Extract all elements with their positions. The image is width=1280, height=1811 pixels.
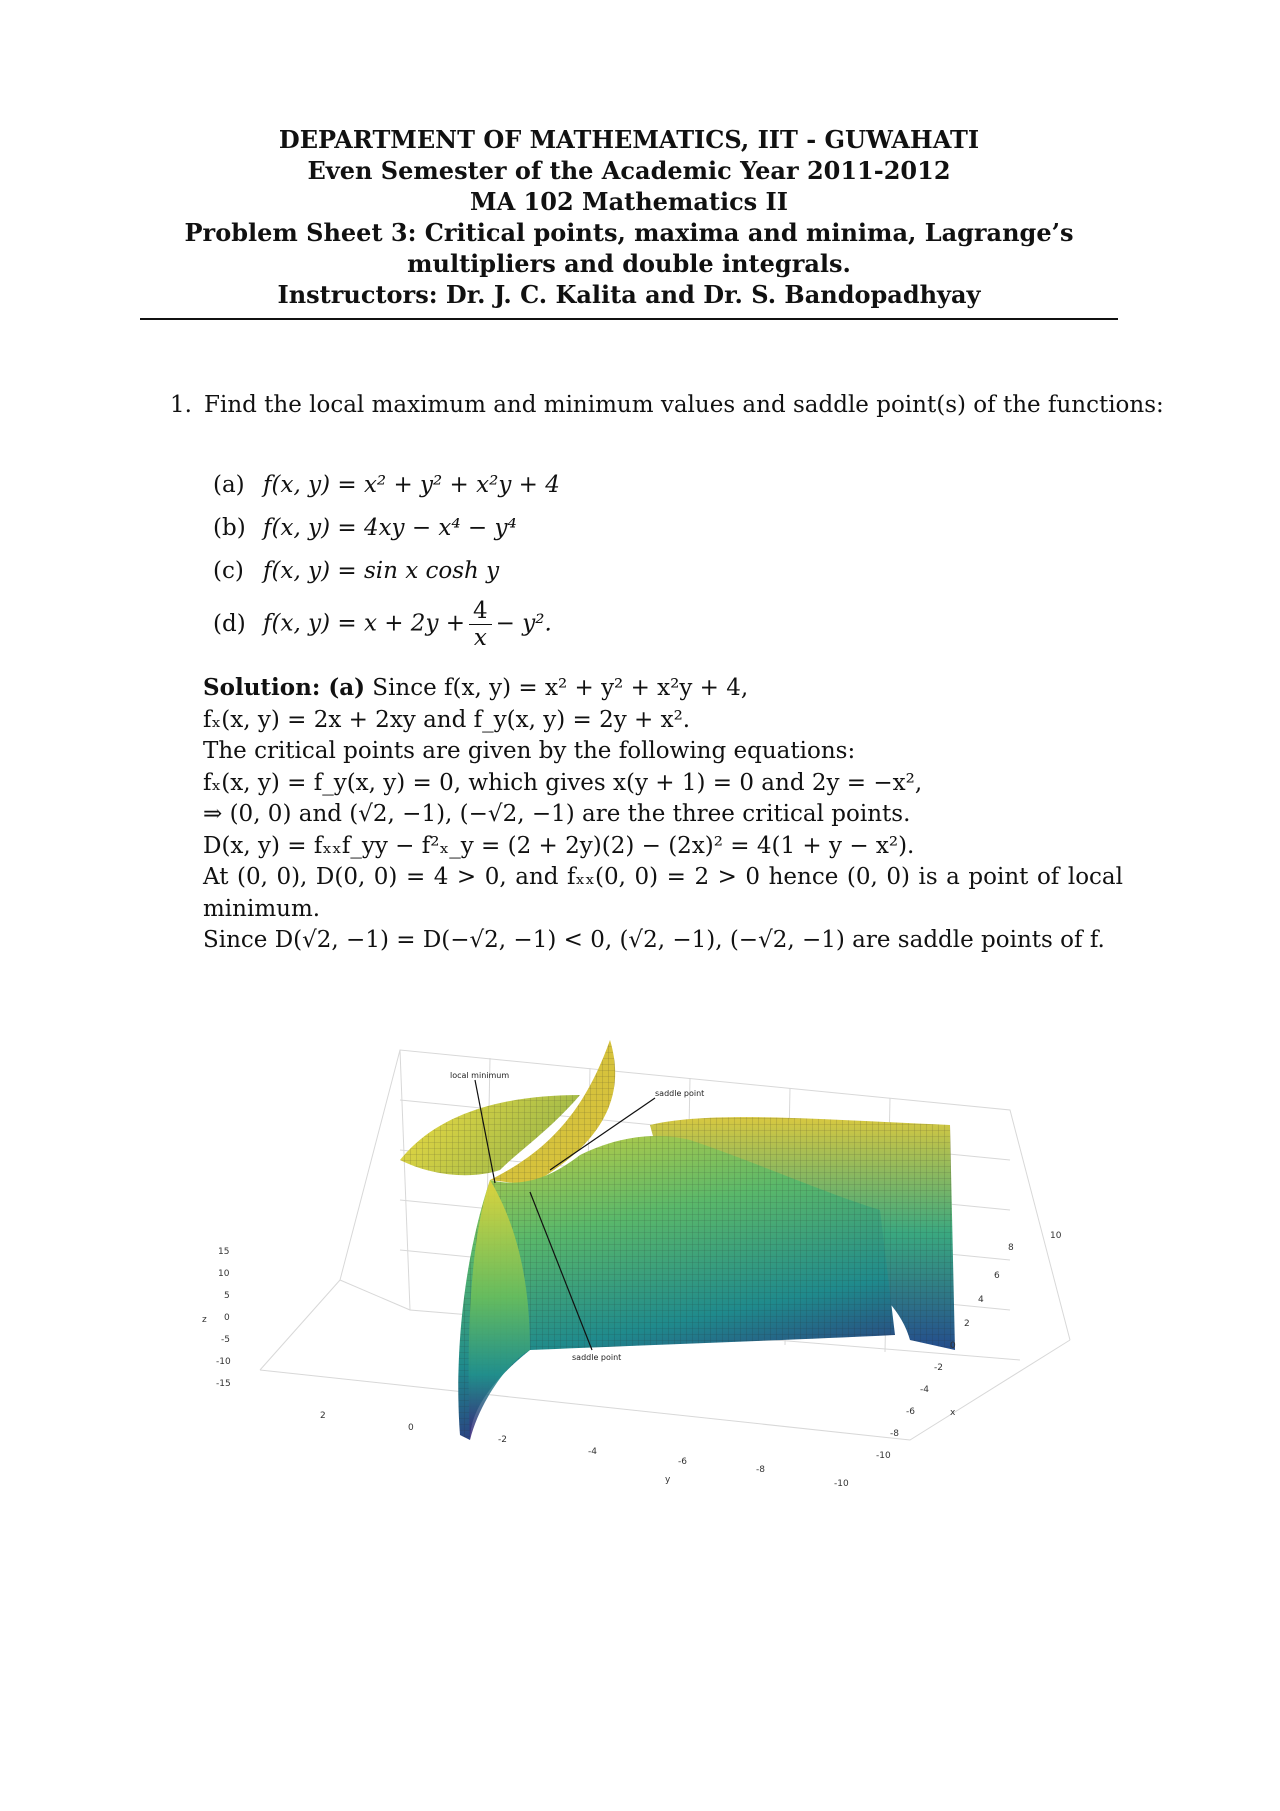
z-axis	[202, 1247, 231, 1389]
solution-line-1	[203, 672, 1123, 705]
part-c	[213, 558, 499, 584]
z-axis-label: z	[202, 1315, 207, 1325]
solution-line-3: The critical points are given by the following equations:	[203, 738, 856, 764]
surface-plot	[202, 1040, 1190, 1510]
z-tick: -15	[216, 1379, 231, 1389]
x-tick: -4	[920, 1385, 929, 1395]
y-tick: -8	[756, 1465, 765, 1475]
document-header	[140, 124, 1118, 310]
x-tick: 6	[994, 1271, 1000, 1281]
z-tick: -10	[216, 1357, 231, 1367]
x-tick: -8	[890, 1429, 899, 1439]
z-tick: 10	[218, 1269, 230, 1279]
part-expression: f(x, y) = x² + y² + x²y + 4	[263, 472, 560, 498]
part-expression-right: − y².	[495, 610, 552, 637]
solution-line-4: fₓ(x, y) = f_y(x, y) = 0, which gives x(y + 1) = 0 and 2y = −x²,	[203, 769, 923, 796]
x-tick: -2	[934, 1363, 943, 1373]
part-a	[213, 472, 560, 498]
solution-line-2: fₓ(x, y) = 2x + 2xy and f_y(x, y) = 2y + x².	[203, 706, 691, 733]
part-d	[213, 598, 552, 651]
y-axis	[320, 1411, 849, 1489]
part-label: (b)	[213, 515, 246, 541]
x-tick: -6	[906, 1407, 915, 1417]
instructors-line: Instructors: Dr. J. C. Kalita and Dr. S. Bandopadhyay	[277, 280, 981, 309]
x-tick: 8	[1008, 1243, 1014, 1253]
saddle-label-bottom: saddle point	[572, 1353, 622, 1362]
surface	[400, 1040, 955, 1440]
y-axis-label: y	[665, 1475, 671, 1485]
fraction-numerator: 4	[469, 598, 492, 625]
x-tick: -10	[876, 1451, 891, 1461]
part-expression: f(x, y) = 4xy − x⁴ − y⁴	[263, 515, 517, 541]
solution-block	[203, 672, 1123, 957]
z-tick: 15	[218, 1247, 230, 1257]
header-rule	[140, 318, 1118, 320]
sheet-title-line2: multipliers and double integrals.	[407, 249, 851, 278]
question-1	[170, 392, 1164, 418]
x-axis-label: x	[950, 1408, 956, 1418]
solution-line-5: ⇒ (0, 0) and (√2, −1), (−√2, −1) are the three critical points.	[203, 801, 911, 827]
fraction	[469, 598, 492, 651]
course-line: MA 102 Mathematics II	[470, 187, 788, 216]
solution-line-8: minimum.	[203, 895, 321, 922]
part-expression-left: f(x, y) = x + 2y +	[263, 610, 466, 637]
part-label: (d)	[213, 610, 246, 637]
y-tick: -10	[834, 1479, 849, 1489]
department-title: DEPARTMENT OF MATHEMATICS, IIT - GUWAHATI	[278, 125, 980, 154]
y-tick: -6	[678, 1457, 687, 1467]
part-label: (c)	[213, 558, 244, 584]
z-tick: 5	[224, 1291, 230, 1301]
saddle-label-top: saddle point	[655, 1089, 705, 1098]
local-min-label: local minimum	[450, 1071, 510, 1080]
y-tick: 0	[408, 1423, 414, 1433]
part-label: (a)	[213, 472, 245, 498]
question-text: Find the local maximum and minimum values and saddle point(s) of the functions:	[204, 392, 1164, 418]
z-tick: -5	[221, 1335, 230, 1345]
solution-line-9: Since D(√2, −1) = D(−√2, −1) < 0, (√2, −1), (−√2, −1) are saddle points of f.	[203, 927, 1105, 953]
z-tick: 0	[224, 1313, 230, 1323]
y-tick: -4	[588, 1447, 597, 1457]
semester-line: Even Semester of the Academic Year 2011-2012	[307, 156, 951, 185]
solution-heading: Solution: (a)	[203, 674, 365, 701]
sheet-title-line1: Problem Sheet 3: Critical points, maxima and minima, Lagrange’s	[184, 218, 1074, 247]
x-tick: 4	[978, 1295, 984, 1305]
x-tick: 0	[950, 1341, 956, 1351]
part-b	[213, 515, 517, 541]
part-expression: f(x, y) = sin x cosh y	[263, 558, 500, 584]
solution-line-7: At (0, 0), D(0, 0) = 4 > 0, and fₓₓ(0, 0) = 2 > 0 hence (0, 0) is a point of local	[203, 864, 1123, 890]
solution-line-6: D(x, y) = fₓₓf_yy − f²ₓ_y = (2 + 2y)(2) − (2x)² = 4(1 + y − x²).	[203, 832, 915, 859]
fraction-denominator: x	[473, 625, 487, 651]
y-tick: -2	[498, 1435, 507, 1445]
solution-text: Since f(x, y) = x² + y² + x²y + 4,	[365, 675, 749, 701]
question-number: 1.	[170, 392, 192, 418]
y-tick: 2	[320, 1411, 326, 1421]
surface-plot-figure	[202, 1040, 1190, 1510]
x-tick: 10	[1050, 1231, 1062, 1241]
x-tick: 2	[964, 1319, 970, 1329]
